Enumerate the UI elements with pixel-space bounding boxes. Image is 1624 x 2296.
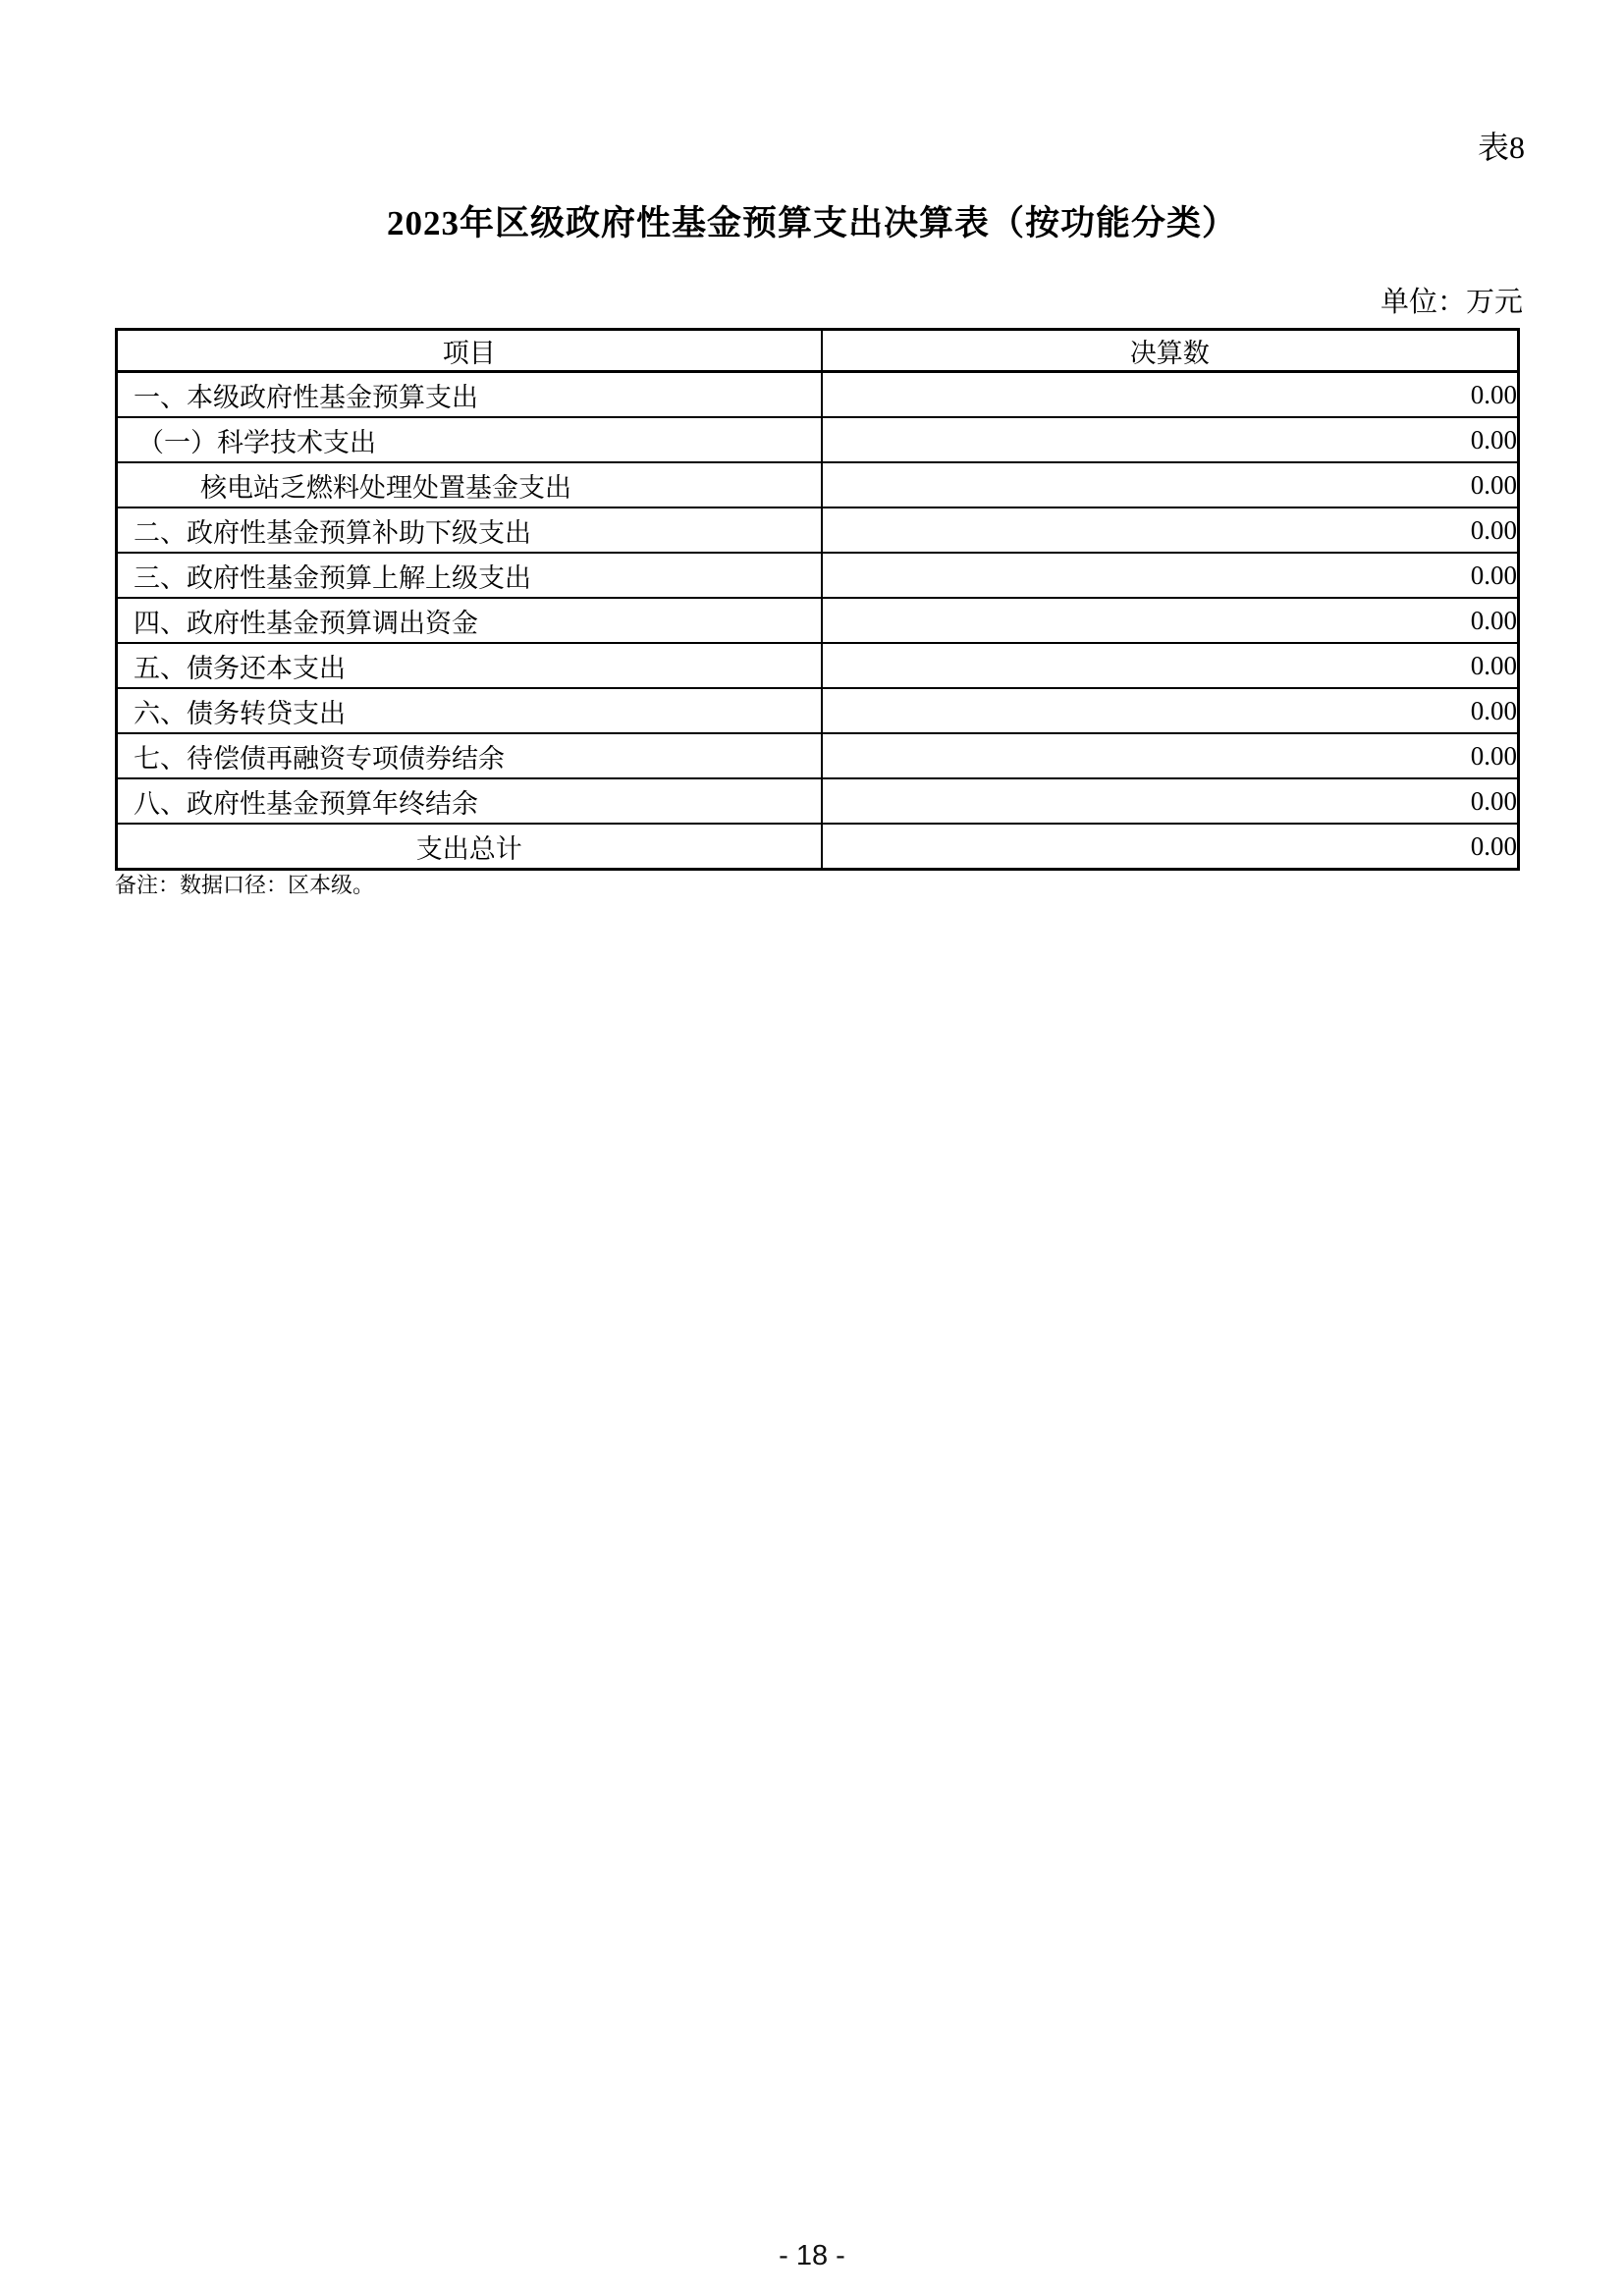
column-header-value: 决算数 bbox=[822, 330, 1519, 372]
column-header-item: 项目 bbox=[117, 330, 822, 372]
item-cell: 二、政府性基金预算补助下级支出 bbox=[117, 507, 822, 553]
table-row bbox=[117, 553, 1519, 598]
table-row bbox=[117, 462, 1519, 507]
value-cell: 0.00 bbox=[822, 553, 1519, 598]
item-cell: 核电站乏燃料处理处置基金支出 bbox=[117, 462, 822, 507]
table-row bbox=[117, 688, 1519, 733]
value-cell: 0.00 bbox=[822, 507, 1519, 553]
table-row bbox=[117, 507, 1519, 553]
value-cell: 0.00 bbox=[822, 372, 1519, 418]
table-row bbox=[117, 372, 1519, 418]
item-cell: 八、政府性基金预算年终结余 bbox=[117, 778, 822, 824]
item-cell: （一）科学技术支出 bbox=[117, 417, 822, 462]
unit-label: 单位：万元 bbox=[1380, 287, 1523, 318]
table-row bbox=[117, 824, 1519, 870]
budget-table bbox=[115, 328, 1520, 871]
table-row bbox=[117, 417, 1519, 462]
value-cell: 0.00 bbox=[822, 778, 1519, 824]
table-row bbox=[117, 643, 1519, 688]
page-title: 2023年区级政府性基金预算支出决算表（按功能分类） bbox=[386, 204, 1237, 242]
value-cell: 0.00 bbox=[822, 598, 1519, 643]
item-cell: 七、待偿债再融资专项债券结余 bbox=[117, 733, 822, 778]
item-cell: 四、政府性基金预算调出资金 bbox=[117, 598, 822, 643]
value-cell: 0.00 bbox=[822, 688, 1519, 733]
table-row bbox=[117, 598, 1519, 643]
value-cell: 0.00 bbox=[822, 733, 1519, 778]
table-row bbox=[117, 733, 1519, 778]
value-cell: 0.00 bbox=[822, 462, 1519, 507]
table-row bbox=[117, 778, 1519, 824]
page-number: - 18 - bbox=[779, 2240, 845, 2271]
table-body bbox=[117, 372, 1519, 870]
table-header-row bbox=[117, 330, 1519, 372]
note: 备注：数据口径：区本级。 bbox=[115, 873, 375, 897]
value-cell: 0.00 bbox=[822, 643, 1519, 688]
value-cell: 0.00 bbox=[822, 417, 1519, 462]
table-number-label: 表8 bbox=[1477, 130, 1525, 165]
item-cell: 一、本级政府性基金预算支出 bbox=[117, 372, 822, 418]
value-cell: 0.00 bbox=[822, 824, 1519, 870]
item-cell: 六、债务转贷支出 bbox=[117, 688, 822, 733]
item-cell: 五、债务还本支出 bbox=[117, 643, 822, 688]
item-cell: 三、政府性基金预算上解上级支出 bbox=[117, 553, 822, 598]
item-cell: 支出总计 bbox=[117, 824, 822, 870]
